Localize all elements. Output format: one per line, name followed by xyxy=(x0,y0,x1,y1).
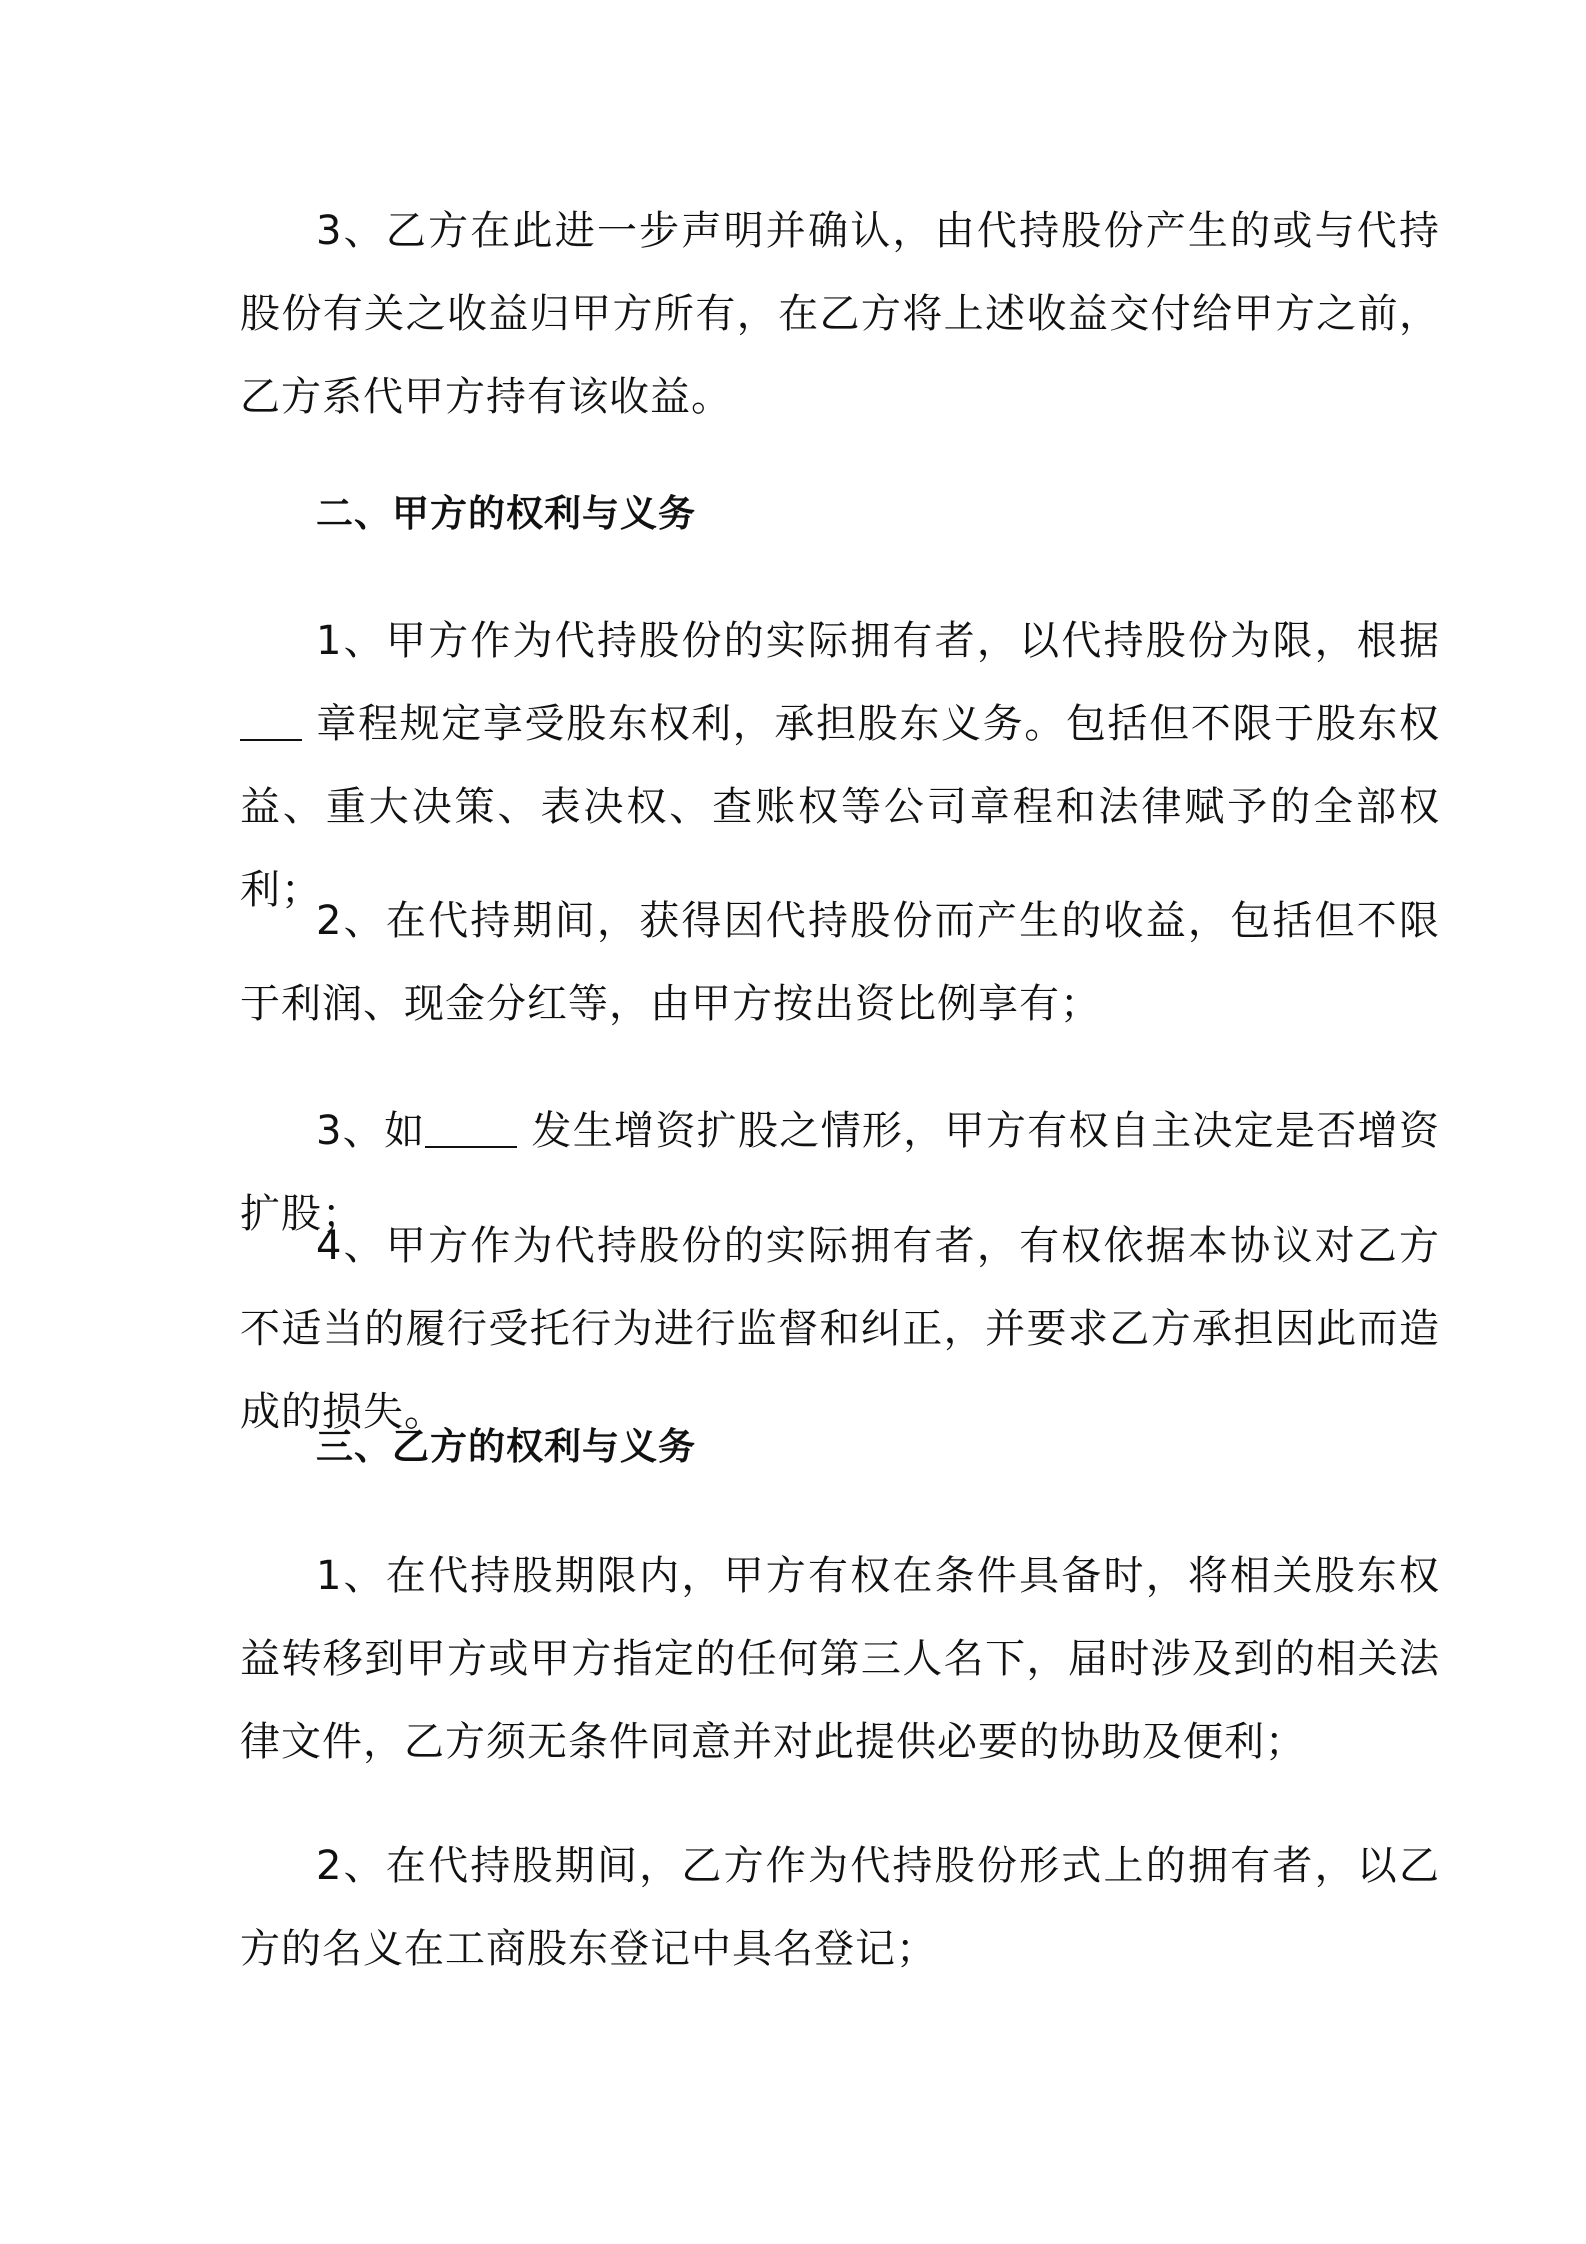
paragraph-text: 1、甲方作为代持股份的实际拥有者，以代持股份为限，根据 xyxy=(316,618,1440,664)
paragraph-text: 章程规定享受股东权利，承担股东义务。包括但不限于股东权益、重大决策、表决权、查账权等公司章程和法律赋予的全部权利； xyxy=(240,701,1440,913)
paragraph-text: 4、甲方作为代持股份的实际拥有者，有权依据本协议对乙方不适当的履行受托行为进行监督和纠正，并要求乙方承担因此而造成的损失。 xyxy=(240,1223,1440,1435)
paragraph-text: 发生增资扩股之情形，甲方有权自主决定是否增资扩股； xyxy=(240,1108,1440,1237)
paragraph-text: 3、乙方在此进一步声明并确认，由代持股份产生的或与代持股份有关之收益归甲方所有，在乙方将上述收益交付给甲方之前，乙方系代甲方持有该收益。 xyxy=(240,208,1440,420)
paragraph-party-a-rights-2 xyxy=(240,880,1440,1046)
paragraph-party-b-rights-2 xyxy=(240,1825,1440,1991)
paragraph-party-b-rights-1 xyxy=(240,1535,1440,1784)
paragraph-text: 1、在代持股期限内，甲方有权在条件具备时，将相关股东权益转移到甲方或甲方指定的任何第三人名下，届时涉及到的相关法律文件，乙方须无条件同意并对此提供必要的协助及便利； xyxy=(240,1553,1440,1765)
section-heading-party-a: 二、甲方的权利与义务 xyxy=(316,492,696,535)
paragraph-income-confirmation xyxy=(240,190,1440,439)
section-heading-party-b: 三、乙方的权利与义务 xyxy=(316,1425,696,1468)
paragraph-text: 2、在代持期间，获得因代持股份而产生的收益，包括但不限于利润、现金分红等，由甲方按出资比例享有； xyxy=(240,898,1440,1027)
paragraph-text: 3、如 xyxy=(316,1108,426,1154)
blank-fill-line xyxy=(425,1110,517,1148)
blank-fill-line xyxy=(240,703,302,741)
paragraph-text: 2、在代持股期间，乙方作为代持股份形式上的拥有者，以乙方的名义在工商股东登记中具名登记； xyxy=(240,1843,1440,1972)
